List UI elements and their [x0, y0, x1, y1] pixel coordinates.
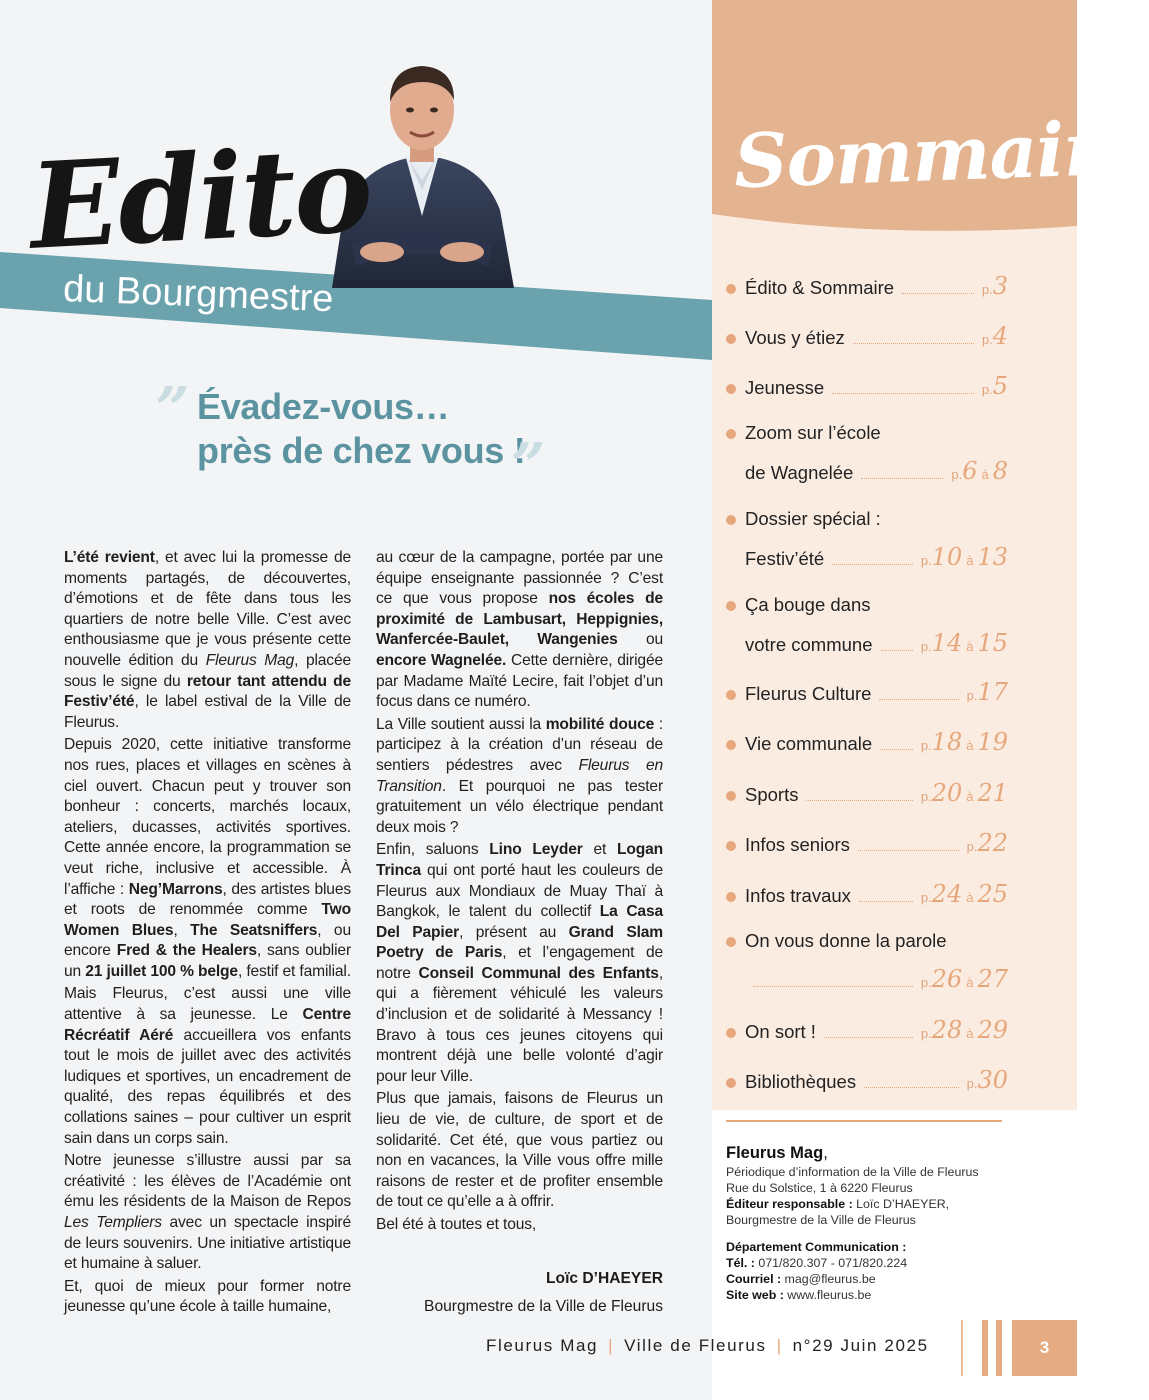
article-bold-text: Neg’Marrons: [128, 880, 223, 898]
article-text: La Ville soutient aussi la: [376, 715, 546, 733]
toc-label: Vous y étiez: [745, 327, 845, 348]
toc-label: Vie communale: [745, 733, 873, 754]
article-paragraph: [376, 715, 663, 839]
toc-page-prefix: p.: [920, 975, 932, 990]
toc-bullet-icon: [726, 429, 736, 439]
toc-page-to: 29: [977, 1016, 1008, 1044]
article-text: avec un spectacle inspiré de leurs souvenirs. Une initiative artistique et humaine à saluer.: [64, 1214, 352, 1273]
toc-page-from: 14: [931, 629, 963, 657]
toc-page-range-word: à: [981, 467, 989, 482]
toc-page-range-word: à: [966, 553, 974, 568]
imprint-mag-name: Fleurus Mag: [726, 1144, 824, 1162]
toc-page-ref: [982, 372, 1008, 400]
article-text: Mais Fleurus, c’est aussi une ville attentive à sa jeunesse. Le: [64, 985, 351, 1024]
toc-page-from: 4: [992, 322, 1008, 350]
quote-line-1: Évadez-vous…: [197, 386, 450, 427]
toc-page-ref: [921, 728, 1008, 756]
toc-page-to: 13: [977, 543, 1008, 571]
toc-page-range-word: à: [966, 1026, 974, 1041]
toc-page-prefix: p.: [920, 553, 932, 568]
signature-title: Bourgmestre de la Ville de Fleurus: [424, 1298, 663, 1315]
page-number: 3: [1012, 1320, 1077, 1376]
article-text: , des artistes blues et roots de renommée comme: [64, 880, 351, 919]
toc-page-range-word: à: [966, 789, 974, 804]
article-text: Et, quoi de mieux pour former notre jeunesse qu’une école à taille humaine,: [64, 1277, 351, 1316]
article-italic-text: Les Templiers: [64, 1214, 162, 1231]
toc-bullet-icon: [726, 1078, 736, 1088]
article-bold-text: L’été revient: [64, 549, 155, 566]
sommaire-title: Sommaire: [732, 104, 1149, 206]
toc-page-range-word: à: [966, 738, 974, 753]
quote-close-mark: ”: [511, 431, 546, 501]
toc-page-ref: [921, 965, 1008, 993]
toc-leader-dots: [858, 850, 959, 851]
article-bold-text: Logan Trinca: [376, 841, 664, 879]
article-paragraph: [376, 548, 663, 713]
article-paragraph: [376, 1215, 663, 1236]
toc-page-ref: [982, 272, 1008, 300]
article-paragraph: [376, 1089, 663, 1213]
toc-leader-dots: [859, 901, 913, 902]
imprint-web-label: Site web :: [726, 1288, 784, 1302]
toc-page-from: 30: [977, 1066, 1008, 1094]
article-text: , et avec lui la promesse de moments partagés, de découvertes, d’émotions et de fête dans tous les quartiers de notre belle Ville. C’est avec enthousiasme que je vous présente cette nouvelle édition du: [64, 549, 352, 669]
toc-page-to: 27: [977, 965, 1008, 993]
toc-page-range-word: à: [966, 890, 974, 905]
article-text: Notre jeunesse s’illustre aussi par sa créativité : les élèves de l’Académie ont ému les résidents de la Maison de Repos: [64, 1152, 351, 1211]
toc-label: Sports: [745, 784, 799, 805]
toc-page-from: 22: [977, 829, 1008, 857]
article-text: , placée sous le signe du: [64, 651, 351, 690]
toc-page-range-word: à: [966, 975, 974, 990]
edito-title: Edito: [26, 119, 374, 276]
article-bold-text: encore Wagnelée.: [376, 651, 507, 669]
toc-page-ref: [967, 1066, 1008, 1094]
toc-page-to: 19: [977, 728, 1008, 756]
imprint-tel-value[interactable]: 071/820.307 - 071/820.224: [754, 1256, 908, 1270]
imprint-web-link[interactable]: www.fleurus.be: [783, 1288, 872, 1302]
toc-page-ref: [921, 779, 1008, 807]
toc-page-from: 3: [992, 272, 1008, 300]
toc-bullet-icon: [726, 601, 736, 611]
toc-label: Dossier spécial :: [745, 508, 881, 529]
toc-bullet-icon: [726, 384, 736, 394]
toc-leader-dots: [880, 749, 913, 750]
toc-page-to: 25: [977, 880, 1008, 908]
article-text: , présent au: [459, 923, 569, 941]
toc-page-prefix: p.: [981, 332, 993, 347]
toc-label: Fleurus Culture: [745, 683, 872, 704]
article-text: ,: [173, 921, 191, 939]
article-bold-text: retour tant attendu de Festiv’été: [64, 672, 352, 711]
imprint-address: Rue du Solstice, 1 à 6220 Fleurus: [726, 1181, 913, 1195]
article-text: Enfin, saluons: [376, 841, 490, 859]
toc-label: Jeunesse: [745, 377, 825, 398]
imprint-editor-role: Bourgmestre de la Ville de Fleurus: [726, 1213, 916, 1227]
toc-page-from: 20: [931, 779, 963, 807]
toc-page-ref: [982, 322, 1008, 350]
toc-page-prefix: p.: [920, 890, 932, 905]
page-tab-stripe: [982, 1320, 988, 1376]
toc-page-from: 5: [992, 372, 1008, 400]
toc-page-prefix: p.: [920, 789, 932, 804]
article-bold-text: Grand Slam Poetry de Paris: [376, 923, 663, 962]
article-text: : participez à la création d’un réseau de sentiers pédestres avec: [376, 715, 663, 774]
article-text: Depuis 2020, cette initiative transforme nos rues, places et villages en scènes à ciel ouvert. Chacun peut y trouver son bonheur : concerts, marchés locaux, ateliers, ducasses, activités sportives. Cette année encore, la programmation se veut riche, inclusive et accessible. À l’affiche :: [64, 736, 351, 898]
article-italic-text: Fleurus Mag: [205, 651, 295, 669]
imprint-editor-label: Éditeur responsable :: [726, 1197, 853, 1211]
article-bold-text: La Casa Del Papier: [376, 903, 663, 941]
article-text: Plus que jamais, faisons de Fleurus un lieu de vie, de culture, de sport et de solidarité. Cet été, que vous partiez ou non en vacances, la Ville vous offre mille raisons de rester et de profiter ensemble de tout ce qu’elle a à offrir.: [376, 1090, 663, 1211]
footer-separator: |: [776, 1336, 783, 1355]
footer-ville: Ville de Fleurus: [624, 1336, 767, 1355]
article-bold-text: Lino Leyder: [489, 841, 583, 859]
article-text: . Et pourquoi ne pas tester gratuitement un vélo électrique pendant deux mois ?: [376, 777, 663, 836]
toc-bullet-icon: [726, 841, 736, 851]
toc-page-ref: [921, 1016, 1008, 1044]
page-tab-stripe: [961, 1320, 963, 1376]
article-text: , sans oublier un: [64, 942, 351, 980]
toc-label: Infos travaux: [745, 885, 851, 906]
article-text: , le label estival de la Ville de Fleurus.: [64, 693, 351, 731]
toc-leader-dots: [824, 1037, 913, 1038]
toc-bullet-icon: [726, 1028, 736, 1038]
article-text: , qui a fièrement véhiculé les valeurs d’inclusion et de solidarité à Messancy ! Bravo à tous ces jeunes citoyens qui montrent déjà une belle volonté d’agir pour leur Ville.: [376, 964, 663, 1085]
toc-label: Bibliothèques: [745, 1071, 857, 1092]
article-bold-text: Conseil Communal des Enfants: [418, 964, 659, 982]
article-text: , festif et familial.: [237, 962, 351, 980]
article-bold-text: 21 juillet 100 % belge: [85, 962, 238, 980]
page-footer: [486, 1336, 929, 1356]
imprint-editor-value: Loïc D’HAEYER,: [852, 1197, 950, 1211]
article-bold-text: nos écoles de proximité de Lambusart, Heppignies, Wanfercée-Baulet, Wangenies: [376, 590, 663, 649]
toc-leader-dots: [853, 343, 974, 344]
toc-page-from: 6: [962, 457, 978, 485]
quote-line-2: près de chez vous !: [197, 430, 526, 471]
edito-subtitle: du Bourgmestre: [62, 268, 335, 321]
toc-bullet-icon: [726, 892, 736, 902]
toc-page-ref: [921, 543, 1008, 571]
article-text: , et l’engagement de notre: [376, 944, 663, 982]
toc-page-prefix: p.: [920, 639, 932, 654]
article-bold-text: Centre Récréatif Aéré: [64, 1006, 351, 1044]
toc-page-from: 18: [931, 728, 963, 756]
toc-page-prefix: p.: [981, 282, 993, 297]
toc-page-prefix: p.: [981, 382, 993, 397]
sommaire-divider: [726, 1120, 1002, 1122]
imprint: [726, 1142, 1026, 1303]
toc-leader-dots: [832, 564, 913, 565]
article-column-1: [64, 548, 351, 1320]
article-paragraph: [64, 548, 351, 733]
toc-bullet-icon: [726, 791, 736, 801]
article-text: , ou encore: [64, 921, 351, 960]
toc-page-prefix: p.: [951, 467, 963, 482]
toc-label: Zoom sur l’école: [745, 422, 881, 443]
imprint-mail-label: Courriel :: [726, 1272, 782, 1286]
article-paragraph: [64, 1151, 351, 1275]
toc-page-ref: [951, 457, 1008, 485]
footer-separator: |: [608, 1336, 615, 1355]
article-bold-text: mobilité douce: [545, 715, 655, 733]
toc-page-from: 26: [931, 965, 963, 993]
toc-leader-dots: [806, 800, 912, 801]
toc-label: de Wagnelée: [745, 462, 854, 483]
article-text: Cette dernière, dirigée par Madame Maïté Lecire, fait l’objet d’un focus dans ce numéro.: [376, 651, 663, 711]
article-bold-text: The Seatsniffers: [190, 921, 318, 939]
imprint-tel-label: Tél. :: [726, 1256, 755, 1270]
toc-label: Édito & Sommaire: [745, 277, 895, 298]
toc-page-to: 21: [977, 779, 1008, 807]
article-paragraph: [64, 1277, 351, 1318]
footer-mag: Fleurus Mag: [486, 1336, 599, 1355]
toc-page-prefix: p.: [966, 688, 978, 703]
signature-name: Loïc D’HAEYER: [546, 1270, 663, 1287]
article-text: au cœur de la campagne, portée par une équipe enseignante passionnée ? C’est ce que vous propose: [376, 549, 663, 608]
toc-label: On sort !: [745, 1021, 816, 1042]
toc-bullet-icon: [726, 334, 736, 344]
toc-page-prefix: p.: [966, 839, 978, 854]
toc-leader-dots: [881, 650, 913, 651]
article-text: et: [582, 841, 617, 859]
imprint-dept: Département Communication :: [726, 1240, 907, 1254]
toc-page-from: 28: [931, 1016, 963, 1044]
toc-bullet-icon: [726, 690, 736, 700]
article-bold-text: Two Women Blues: [64, 901, 351, 939]
quote-open-mark: ”: [155, 375, 190, 445]
toc-page-prefix: p.: [920, 1026, 932, 1041]
page-tab-stripe: [996, 1320, 1002, 1376]
article-text: accueillera vos enfants tout le mois de juillet avec des activités ludiques et sportives, un encadrement de qualité, des repas équilibrés et des collations saines – pour cultiver un esprit sain dans un corps sain.: [64, 1026, 351, 1147]
article-text: qui ont porté haut les couleurs de Fleurus aux Mondiaux de Muay Thaï à Bangkok, le talent du collectif: [376, 861, 663, 921]
toc-page-ref: [921, 629, 1008, 657]
article-column-2: [376, 548, 663, 1238]
toc-bullet-icon: [726, 284, 736, 294]
toc-page-prefix: p.: [920, 738, 932, 753]
toc-bullet-icon: [726, 740, 736, 750]
article-paragraph: [64, 984, 351, 1149]
toc-bullet-icon: [726, 937, 736, 947]
imprint-mail-link[interactable]: mag@fleurus.be: [781, 1272, 876, 1286]
toc-label: Infos seniors: [745, 834, 850, 855]
toc-label: On vous donne la parole: [745, 930, 947, 951]
imprint-mag-suffix: ,: [823, 1144, 828, 1162]
article-paragraph: [376, 840, 663, 1087]
toc-label: votre commune: [745, 634, 873, 655]
toc-page-ref: [967, 829, 1008, 857]
toc-page-prefix: p.: [966, 1076, 978, 1091]
toc-leader-dots: [879, 699, 958, 700]
toc-label: Ça bouge dans: [745, 594, 871, 615]
footer-issue: n°29 Juin 2025: [792, 1336, 929, 1355]
toc-label: Festiv’été: [745, 548, 825, 569]
article-italic-text: Fleurus en Transition: [376, 756, 663, 795]
toc-leader-dots: [753, 986, 913, 987]
toc-page-from: 17: [977, 678, 1008, 706]
toc-leader-dots: [861, 478, 943, 479]
imprint-periodique: Périodique d’information de la Ville de Fleurus: [726, 1165, 979, 1179]
toc-leader-dots: [864, 1087, 959, 1088]
toc-page-to: 15: [977, 629, 1008, 657]
toc-leader-dots: [832, 393, 974, 394]
article-paragraph: [64, 735, 351, 982]
toc-leader-dots: [902, 293, 974, 294]
article-text: ou: [617, 631, 663, 649]
toc-page-ref: [967, 678, 1008, 706]
toc-page-range-word: à: [966, 639, 974, 654]
toc-page-ref: [921, 880, 1008, 908]
toc-page-from: 24: [931, 880, 963, 908]
article-bold-text: Fred & the Healers: [116, 942, 257, 960]
article-text: Bel été à toutes et tous,: [376, 1216, 537, 1233]
toc-page-from: 10: [931, 543, 963, 571]
toc-page-to: 8: [992, 457, 1008, 485]
toc-bullet-icon: [726, 515, 736, 525]
